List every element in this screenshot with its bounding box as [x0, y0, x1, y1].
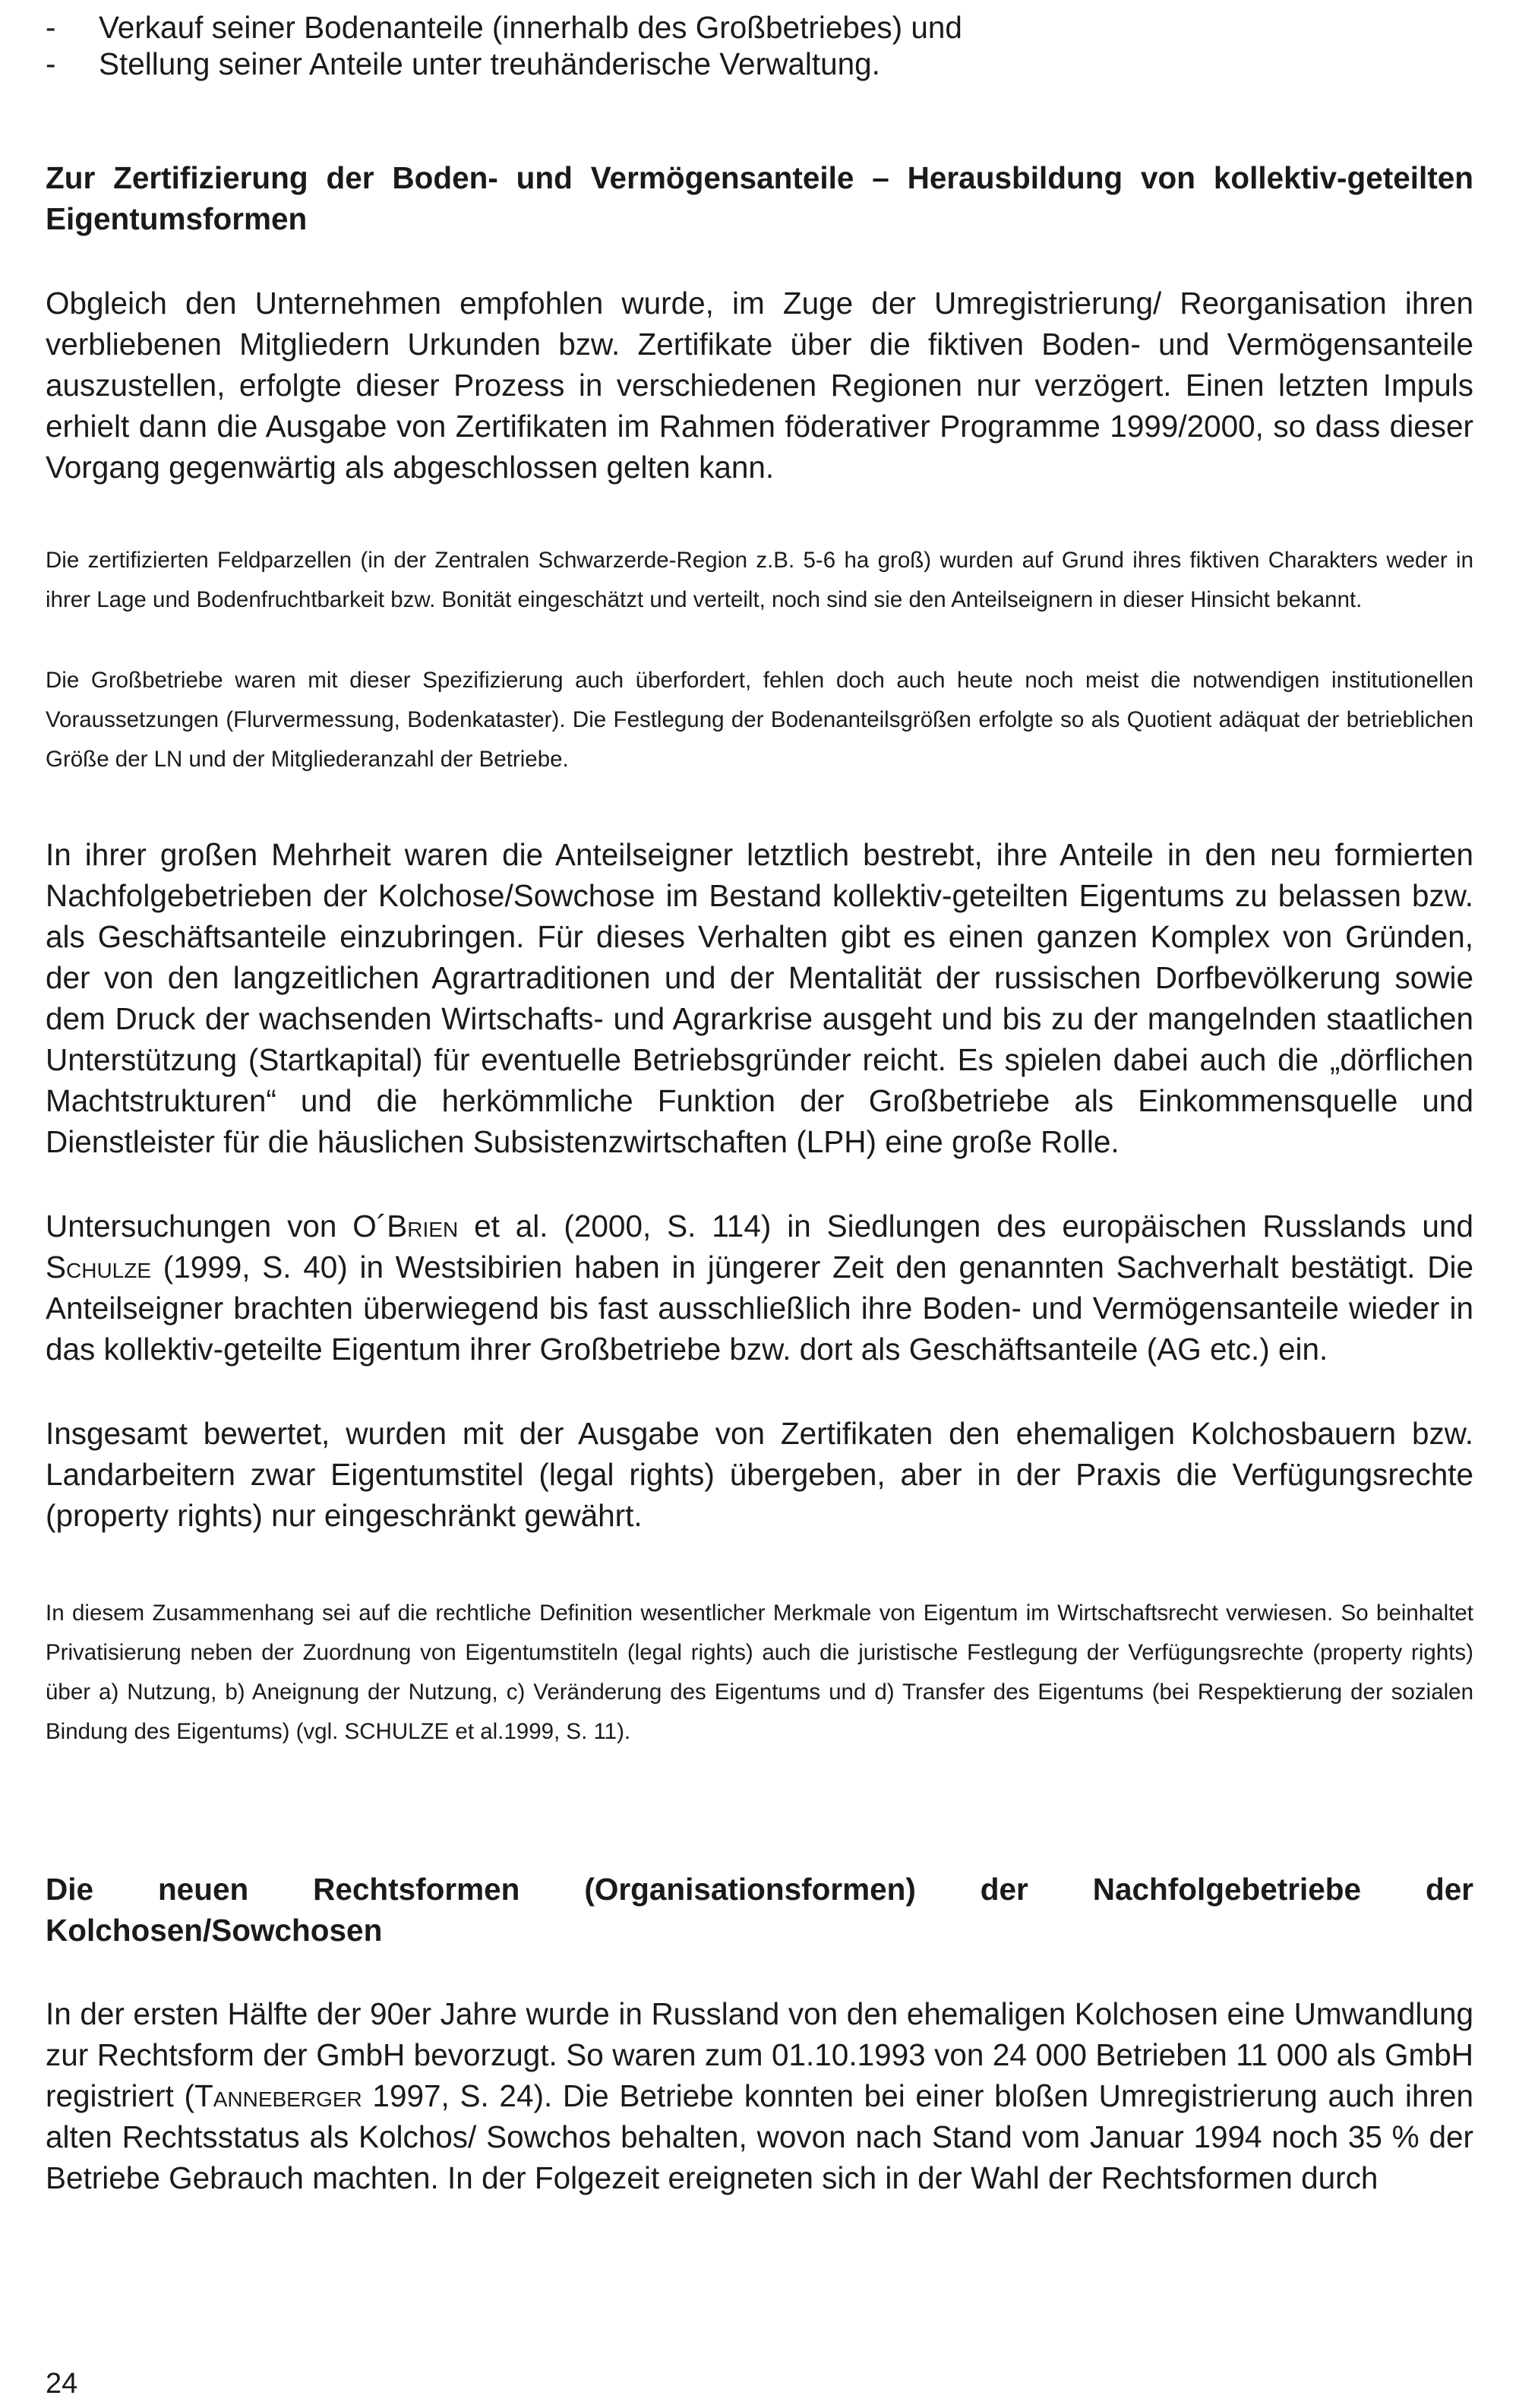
small-note: Die zertifizierten Feldparzellen (in der Zentralen Schwarzerde-Region z.B. 5-6 ha groß) wurden auf Grund ihres fiktiven Charakters weder in ihrer Lage und Bodenfruchtbarkeit bzw. Bonität eingeschätzt und verteilt, noch sind sie den Anteilseignern in dieser Hinsicht bekannt.	[46, 548, 1473, 612]
bullet-marker: -	[46, 46, 56, 81]
page-number: 24	[46, 2368, 78, 2400]
bullet-item	[46, 46, 1473, 82]
paragraph: In der ersten Hälfte der 90er Jahre wurde in Russland von den ehemaligen Kolchosen eine Umwandlung zur Rechtsform der GmbH bevorzugt. So waren zum 01.10.1993 von 24 000 Betrieben 11 000 als GmbH registriert (Tanneberger 1997, S. 24). Die Betriebe konnten bei einer bloßen Umregistrierung auch ihren alten Rechtsstatus als Kolchos/ Sowchos behalten, wovon nach Stand vom Januar 1994 noch 35 % der Betriebe Gebrauch machten. In der Folgezeit ereigneten sich in der Wahl der Rechtsformen durch	[46, 1996, 1473, 2195]
author-name: O´Brien	[352, 1209, 459, 1244]
small-note: In diesem Zusammenhang sei auf die rechtliche Definition wesentlicher Merkmale von Eigentum im Wirtschaftsrecht verwiesen. So beinhaltet Privatisierung neben der Zuordnung von Eigentumstiteln (legal rights) auch die juristische Festlegung der Verfügungsrechte (property rights) über a) Nutzung, b) Aneignung der Nutzung, c) Veränderung des Eigentums und d) Transfer des Eigentums (bei Respektierung der sozialen Bindung des Eigentums) (vgl. SCHULZE et al.1999, S. 11).	[46, 1601, 1473, 1744]
section-heading-certification: Zur Zertifizierung der Boden- und Vermögensanteile – Herausbildung von kollektiv-geteilten Eigentumsformen	[46, 160, 1473, 236]
paragraph: Obgleich den Unternehmen empfohlen wurde, im Zuge der Umregistrierung/ Reorganisation ihren verbliebenen Mitgliedern Urkunden bzw. Zertifikate über die fiktiven Boden- und Vermögensanteile auszustellen, erfolgte dieser Prozess in verschiedenen Regionen nur verzögert. Einen letzten Impuls erhielt dann die Ausgabe von Zertifikaten im Rahmen föderativer Programme 1999/2000, so dass dieser Vorgang gegenwärtig als abgeschlossen gelten kann.	[46, 286, 1473, 485]
small-note: Die Großbetriebe waren mit dieser Spezifizierung auch überfordert, fehlen doch auch heute noch meist die notwendigen institutionellen Voraussetzungen (Flurvermessung, Bodenkataster). Die Festlegung der Bodenanteilsgrößen erfolgte so als Quotient adäquat der betrieblichen Größe der LN und der Mitgliederanzahl der Betriebe.	[46, 668, 1473, 772]
bullet-text: Verkauf seiner Bodenanteile (innerhalb des Großbetriebes) und	[99, 10, 962, 45]
bullet-marker: -	[46, 10, 56, 45]
author-name: Tanneberger	[194, 2078, 362, 2113]
bullet-list	[46, 9, 1473, 82]
paragraph: Insgesamt bewertet, wurden mit der Ausgabe von Zertifikaten den ehemaligen Kolchosbauern bzw. Landarbeitern zwar Eigentumstitel (legal rights) übergeben, aber in der Praxis die Verfügungsrechte (property rights) nur eingeschränkt gewährt.	[46, 1416, 1473, 1533]
paragraph: Untersuchungen von O´Brien et al. (2000, S. 114) in Siedlungen des europäischen Russlands und Schulze (1999, S. 40) in Westsibirien haben in jüngerer Zeit den genannten Sachverhalt bestätigt. Die Anteilseigner brachten überwiegend bis fast ausschließlich ihre Boden- und Vermögensanteile wieder in das kollektiv-geteilte Eigentum ihrer Großbetriebe bzw. dort als Geschäftsanteile (AG etc.) ein.	[46, 1209, 1473, 1367]
bullet-item	[46, 9, 1473, 46]
section-heading-legal-forms: Die neuen Rechtsformen (Organisationsformen) der Nachfolgebetriebe der Kolchosen/Sowchosen	[46, 1872, 1473, 1948]
author-name: Schulze	[46, 1250, 152, 1285]
bullet-text: Stellung seiner Anteile unter treuhänderische Verwaltung.	[99, 46, 880, 81]
paragraph: In ihrer großen Mehrheit waren die Anteilseigner letztlich bestrebt, ihre Anteile in den neu formierten Nachfolgebetrieben der Kolchose/Sowchose im Bestand kollektiv-geteilten Eigentums zu belassen bzw. als Geschäftsanteile einzubringen. Für dieses Verhalten gibt es einen ganzen Komplex von Gründen, der von den langzeitlichen Agrartraditionen und der Mentalität der russischen Dorfbevölkerung sowie dem Druck der wachsenden Wirtschafts- und Agrarkrise ausgeht und bis zu der mangelnden staatlichen Unterstützung (Startkapital) für eventuelle Betriebsgründer reicht. Es spielen dabei auch die „dörflichen Machtstrukturen“ und die herkömmliche Funktion der Großbetriebe als Einkommensquelle und Dienstleister für die häuslichen Subsistenzwirtschaften (LPH) eine große Rolle.	[46, 837, 1473, 1159]
